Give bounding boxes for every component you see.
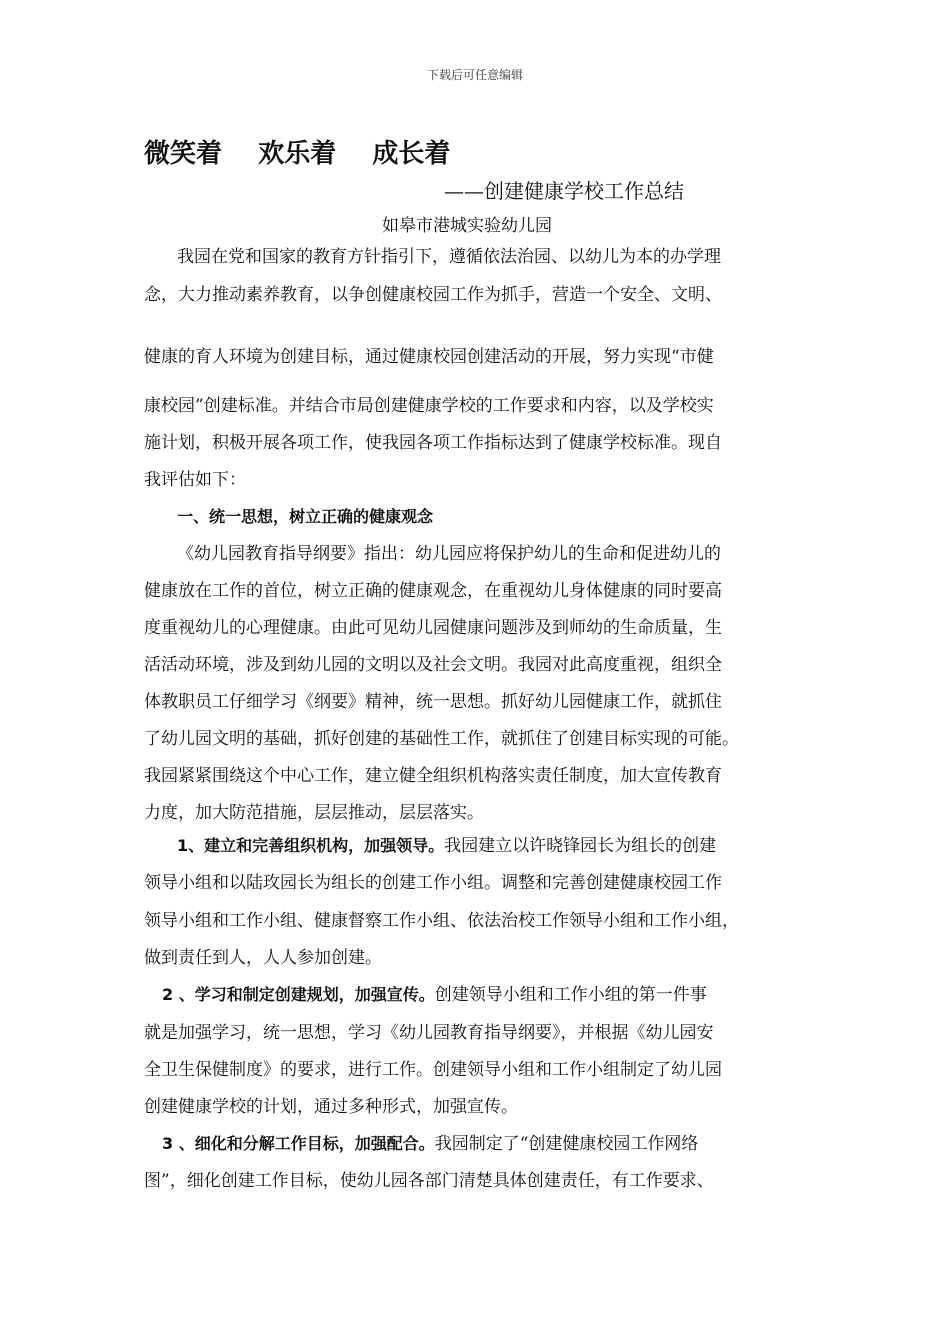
item-line: 就是加强学习，统一思想，学习《幼儿园教育指导纲要》，并根据《幼儿园安 — [144, 1023, 714, 1043]
item-heading: 2 、学习和制定创建规划，加强宣传。 — [162, 985, 435, 1004]
section-line: 活活动环境，涉及到幼儿园的文明以及社会文明。我园对此高度重视，组织全 — [144, 655, 722, 675]
item-text: 我园建立以许晓锋园长为组长的创建 — [444, 836, 717, 856]
section-line: 度重视幼儿的心理健康。由此可见幼儿园健康问题涉及到师幼的生命质量，生 — [144, 618, 722, 638]
section-heading: 一、统一思想，树立正确的健康观念 — [177, 507, 434, 526]
item-line: 图”，细化创建工作目标，使幼儿园各部门清楚具体创建责任，有工作要求、 — [144, 1171, 714, 1191]
item-line — [162, 1132, 842, 1156]
item-heading: 3 、细化和分解工作目标，加强配合。 — [162, 1134, 435, 1153]
intro-line: 念，大力推动素养教育，以争创健康校园工作为抓手，营造一个安全、文明、 — [144, 285, 722, 305]
item-line: 领导小组和以陆玫园长为组长的创建工作小组。调整和完善创建健康校园工作 — [144, 873, 722, 893]
intro-line: 康校园”创建标准。并结合市局创建健康学校的工作要求和内容，以及学校实 — [144, 396, 714, 416]
item-line: 创建健康学校的计划，通过多种形式，加强宣传。 — [144, 1097, 518, 1117]
section-line: 了幼儿园文明的基础，抓好创建的基础性工作，就抓住了创建目标实现的可能。 — [144, 729, 739, 749]
section-line: 健康放在工作的首位，树立正确的健康观念，在重视幼儿身体健康的同时要高 — [144, 581, 722, 601]
item-text: 创建领导小组和工作小组的第一件事 — [434, 985, 707, 1005]
document-title: 微笑着 欢乐着 成长着 — [144, 139, 451, 169]
section-line: 我园紧紧围绕这个中心工作，建立健全组织机构落实责任制度，加大宣传教育 — [144, 766, 722, 786]
section-line: 《幼儿园教育指导纲要》指出：幼儿园应将保护幼儿的生命和促进幼儿的 — [177, 544, 721, 564]
section-line: 体教职员工仔细学习《纲要》精神，统一思想。抓好幼儿园健康工作，就抓住 — [144, 692, 722, 712]
intro-line: 施计划，积极开展各项工作，使我园各项工作指标达到了健康学校标准。现自 — [144, 433, 722, 453]
item-heading: 1、建立和完善组织机构，加强领导。 — [177, 836, 445, 855]
item-text: 我园制定了“创建健康校园工作网络 — [434, 1134, 699, 1154]
intro-line: 我评估如下： — [144, 470, 246, 490]
header-note: 下载后可任意编辑 — [426, 68, 523, 82]
document-subtitle: ——创建健康学校工作总结 — [444, 179, 684, 203]
intro-line: 我园在党和国家的教育方针指引下，遵循依法治园、以幼儿为本的办学理 — [177, 247, 721, 267]
item-line — [177, 834, 857, 858]
section-line: 力度，加大防范措施，层层推动，层层落实。 — [144, 803, 484, 823]
item-line: 做到责任到人，人人参加创建。 — [144, 948, 382, 968]
item-line — [162, 983, 842, 1007]
item-line: 领导小组和工作小组、健康督察工作小组、依法治校工作领导小组和工作小组， — [144, 911, 739, 931]
item-line: 全卫生保健制度》的要求，进行工作。创建领导小组和工作小组制定了幼儿园 — [144, 1060, 722, 1080]
intro-line: 健康的育人环境为创建目标，通过健康校园创建活动的开展，努力实现“市健 — [144, 347, 714, 367]
organization-name: 如皋市港城实验幼儿园 — [382, 216, 552, 236]
